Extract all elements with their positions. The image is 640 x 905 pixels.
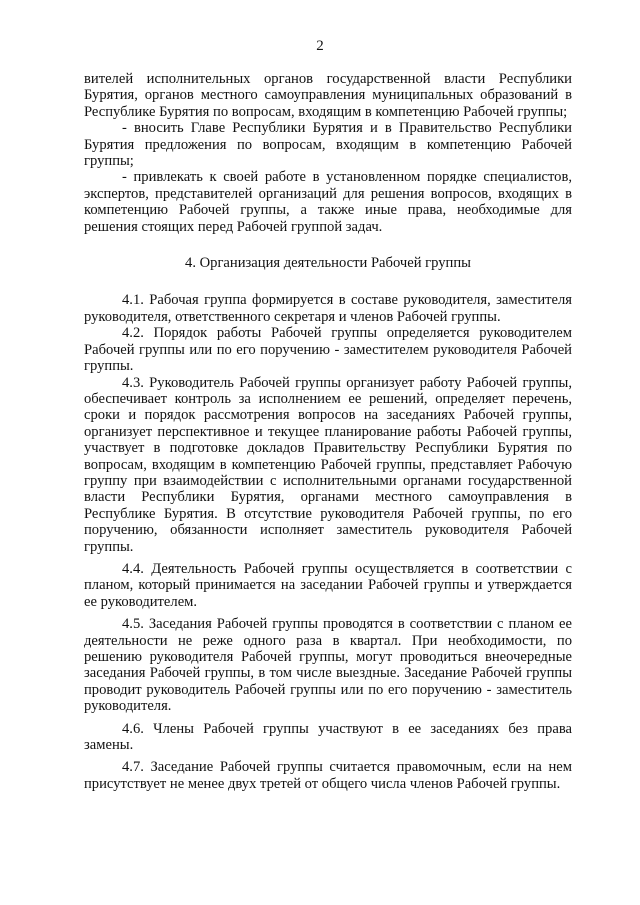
clause-4-1: 4.1. Рабочая группа формируется в составе руководителя, заместителя руководителя, ответственного секретаря и членов Рабочей группы. [84, 292, 572, 325]
page-number: 2 [316, 38, 324, 54]
clause-4-2: 4.2. Порядок работы Рабочей группы определяется руководителем Рабочей группы или по его поручению - заместителем руководителя Рабочей группы. [84, 325, 572, 375]
paragraph-right-submit-proposals: - вносить Главе Республики Бурятия и в Правительство Республики Бурятия предложения по вопросам, входящим в компетенцию Рабочей группы; [84, 120, 572, 170]
clause-4-4: 4.4. Деятельность Рабочей группы осуществляется в соответствии с планом, который принимается на заседании Рабочей группы и утверждается ее руководителем. [84, 560, 572, 610]
paragraph-continuation: вителей исполнительных органов государственной власти Республики Бурятия, органов местного самоуправления муниципальных образований в Республике Бурятия по вопросам, входящим в компетенцию Рабочей группы; [84, 71, 572, 120]
clause-4-5: 4.5. Заседания Рабочей группы проводятся в соответствии с планом ее деятельности не реже одного раза в квартал. При необходимости, по решению руководителя Рабочей группы, могут проводиться внеочередные заседания Рабочей группы, в том числе выездные. Заседание Рабочей группы проводит руководитель Рабочей группы или по его поручению - заместитель руководителя. [84, 616, 572, 715]
clause-4-6: 4.6. Члены Рабочей группы участвуют в ее заседаниях без права замены. [84, 720, 572, 754]
clause-4-3: 4.3. Руководитель Рабочей группы организует работу Рабочей группы, обеспечивает контроль за исполнением ее решений, определяет перечень, сроки и порядок рассмотрения вопросов на заседаниях Рабочей группы, организует перспективное и текущее планирование работы Рабочей группы, участвует в подготовке докладов Правительству Республики Бурятия по вопросам, входящим в компетенцию Рабочей группы, представляет Рабочую группу при взаимодействии с исполнительными органами государственной власти Республики Бурятия, органами местного самоуправления в Республике Бурятия. В отсутствие руководителя Рабочей группы, по его поручению, обязанности исполняет заместитель руководителя Рабочей группы. [84, 374, 572, 555]
paragraph-right-involve-experts: - привлекать к своей работе в установленном порядке специалистов, экспертов, представителей организаций для решения вопросов, входящих в компетенцию Рабочей группы, а также иные права, необходимые для решения стоящих перед Рабочей группой задач. [84, 169, 572, 235]
section-4-heading: 4. Организация деятельности Рабочей группы [185, 255, 471, 272]
document-body [84, 71, 572, 792]
clause-4-7: 4.7. Заседание Рабочей группы считается правомочным, если на нем присутствует не менее двух третей от общего числа членов Рабочей группы. [84, 759, 572, 792]
